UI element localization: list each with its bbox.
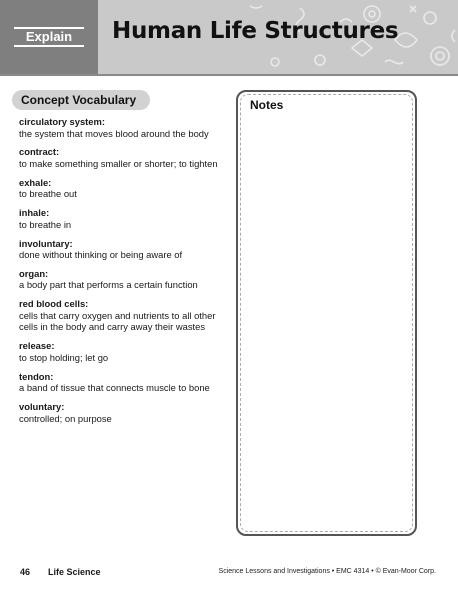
vocabulary-entry bbox=[19, 401, 224, 424]
page-header bbox=[0, 0, 458, 74]
vocabulary-entry bbox=[19, 207, 224, 230]
footer-credit: Science Lessons and Investigations • EMC 4314 • © Evan-Moor Corp. bbox=[218, 568, 436, 575]
vocabulary-definition: a band of tissue that connects muscle to bone bbox=[19, 382, 210, 394]
vocabulary-list bbox=[19, 116, 224, 431]
vocabulary-entry bbox=[19, 340, 224, 363]
vocabulary-entry bbox=[19, 116, 224, 139]
vocabulary-entry bbox=[19, 268, 224, 291]
vocabulary-term: organ: bbox=[19, 267, 49, 279]
vocabulary-definition: cells that carry oxygen and nutrients to all other cells in the body and carry away their wastes bbox=[19, 309, 216, 333]
footer-subject: Life Science bbox=[48, 567, 101, 577]
vocabulary-entry bbox=[19, 177, 224, 200]
section-tab-label: Explain bbox=[14, 27, 84, 47]
vocabulary-entry bbox=[19, 146, 224, 169]
section-tab bbox=[0, 0, 98, 74]
vocabulary-term: release: bbox=[19, 340, 55, 352]
vocabulary-term: voluntary: bbox=[19, 400, 65, 412]
vocabulary-definition: to breathe in bbox=[19, 218, 72, 230]
notes-label: Notes bbox=[250, 98, 284, 112]
page-number: 46 bbox=[20, 567, 31, 577]
vocabulary-definition: controlled; on purpose bbox=[19, 412, 112, 424]
vocabulary-entry bbox=[19, 238, 224, 261]
header-divider bbox=[0, 74, 458, 76]
vocabulary-definition: to make something smaller or shorter; to tighten bbox=[19, 157, 218, 169]
vocabulary-term: involuntary: bbox=[19, 237, 73, 249]
vocabulary-definition: the system that moves blood around the body bbox=[19, 127, 209, 139]
vocabulary-entry bbox=[19, 298, 224, 333]
page-title: Human Life Structures bbox=[112, 18, 399, 44]
vocabulary-definition: done without thinking or being aware of bbox=[19, 249, 183, 261]
vocabulary-term: inhale: bbox=[19, 207, 50, 219]
vocabulary-heading: Concept Vocabulary bbox=[12, 90, 150, 110]
vocabulary-term: tendon: bbox=[19, 370, 54, 382]
notes-box bbox=[236, 90, 417, 536]
vocabulary-term: contract: bbox=[19, 146, 60, 158]
vocabulary-entry bbox=[19, 371, 224, 394]
vocabulary-term: circulatory system: bbox=[19, 116, 105, 127]
vocabulary-definition: to stop holding; let go bbox=[19, 351, 109, 363]
vocabulary-definition: a body part that performs a certain function bbox=[19, 279, 198, 291]
vocabulary-term: red blood cells: bbox=[19, 298, 89, 310]
vocabulary-term: exhale: bbox=[19, 176, 52, 188]
vocabulary-definition: to breathe out bbox=[19, 188, 77, 200]
